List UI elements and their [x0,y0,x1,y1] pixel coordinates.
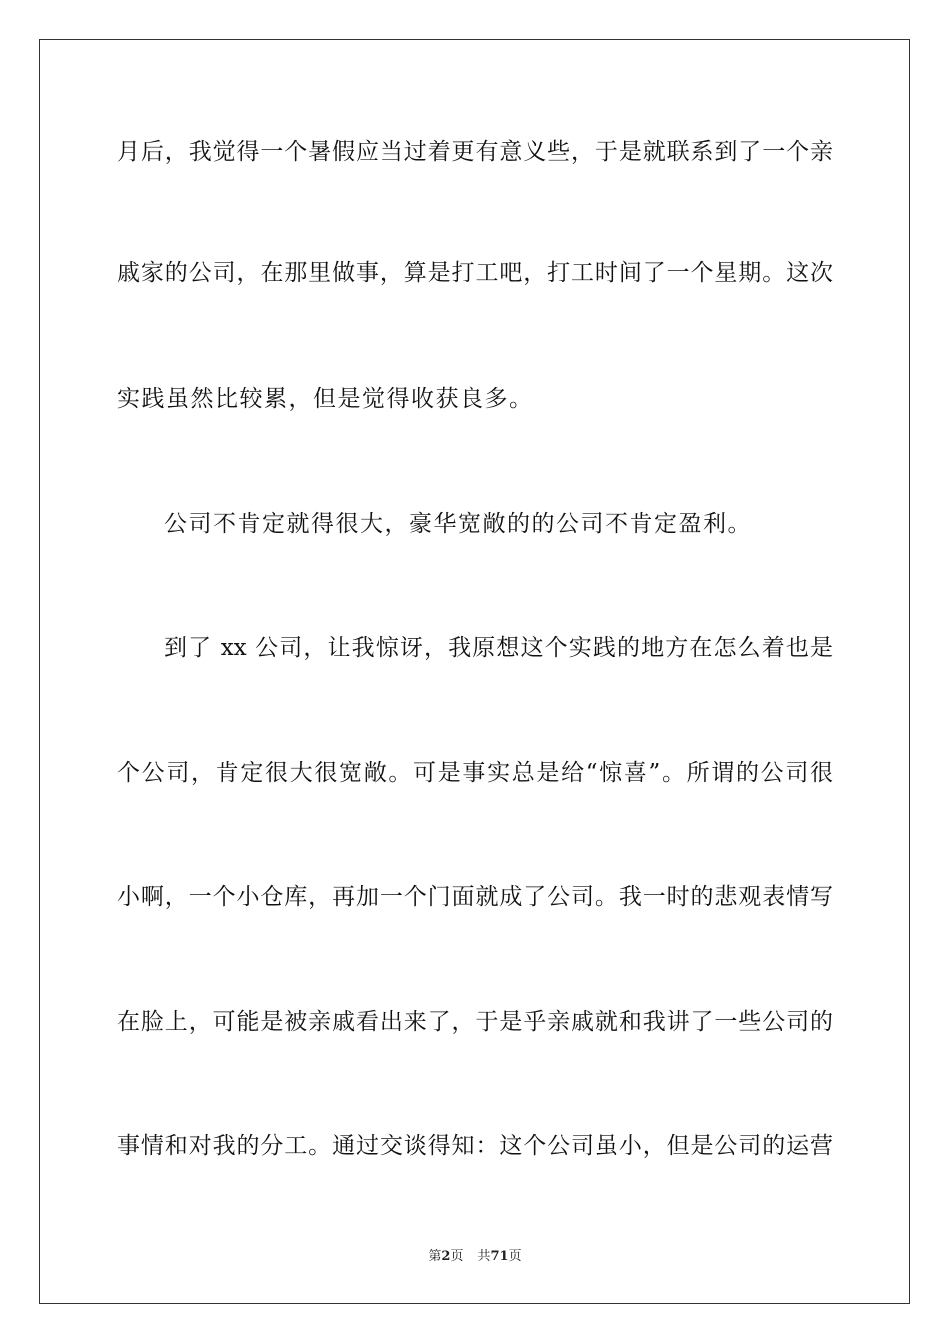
footer-total-suffix: 页 [508,1249,522,1264]
paragraph-line-4: 公司不肯定就得很大，豪华宽敞的的公司不肯定盈利。 [164,511,752,537]
footer-page-number: 2 [441,1249,451,1264]
paragraph-line-9: 事情和对我的分工。通过交谈得知：这个公司虽小，但是公司的运营 [117,1133,833,1159]
page-footer [0,1248,950,1266]
footer-page-suffix: 页 [450,1249,464,1264]
paragraph-line-8: 在脸上，可能是被亲戚看出来了，于是乎亲戚就和我讲了一些公司的 [117,1009,833,1035]
footer-page-prefix: 第 [428,1249,442,1264]
paragraph-line-2: 戚家的公司，在那里做事，算是打工吧，打工时间了一个星期。这次 [117,260,833,286]
paragraph-line-6: 个公司，肯定很大很宽敞。可是事实总是给“惊喜”。所谓的公司很 [117,760,833,786]
paragraph-line-3: 实践虽然比较累，但是觉得收获良多。 [117,386,534,412]
footer-total-pages: 71 [490,1249,509,1264]
page-border [39,39,910,1304]
paragraph-line-1: 月后，我觉得一个暑假应当过着更有意义些，于是就联系到了一个亲 [117,139,833,165]
paragraph-line-7: 小啊，一个小仓库，再加一个门面就成了公司。我一时的悲观表情写 [117,884,833,910]
paragraph-line-5: 到了 xx 公司，让我惊讶，我原想这个实践的地方在怎么着也是 [164,635,833,661]
footer-total-prefix: 共 [477,1249,491,1264]
